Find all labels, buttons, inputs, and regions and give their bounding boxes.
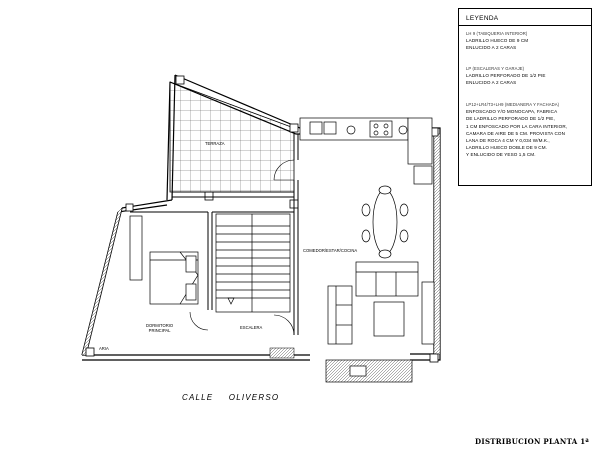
terrace-label [205, 141, 225, 146]
facade-hatch-right [434, 134, 440, 354]
legend-line: ENLUCIDO A 2 CARAS [466, 80, 517, 86]
legend-line: ENFOSCADO Y/O MONOCAPA, FABRICA [466, 109, 558, 115]
legend-group-header: LH 9 (TABIQUERIA INTERIOR) [466, 31, 528, 36]
kitchen-counter [300, 118, 432, 184]
legend-line: LANA DE ROCA 4 CM Y 0,034 W/M.K., [466, 138, 550, 144]
bedroom-label [146, 323, 173, 333]
stair-door-swing [274, 315, 294, 335]
bedroom-label-line2: PRINCIPAL [148, 328, 171, 333]
legend-line: LADRILLO HUECO DOBLE DE 9 CM. [466, 145, 548, 151]
balcony-left [270, 348, 294, 358]
legend-line: 1 CM ENFOSCADO POR LA CARA INTERIOR, [466, 123, 568, 129]
legend-line: LADRILLO HUECO DE 9 CM [466, 38, 529, 44]
bath-label: ARIA [99, 346, 109, 351]
staircase [216, 214, 290, 312]
legend-line: CAMARA DE AIRE DE 5 CM. PROVISTA CON [466, 130, 565, 136]
bedroom-label-line1: DORMITORIO [146, 323, 174, 328]
legend-line: ENLUCIDO A 2 CARAS [466, 45, 517, 51]
legend-group-lh9 [466, 30, 587, 52]
legend-group-header: LP12+LR4/T3+LH9 (MEDIANERA Y FACHADA) [466, 102, 560, 107]
bedroom-door-swing [190, 312, 208, 330]
legend-line: DE LADRILLO PERFORADO DE 1/2 PIE, [466, 116, 555, 122]
legend-line: LADRILLO PERFORADO DE 1/2 PIE [466, 73, 546, 79]
terrace-label-name: TERRAZA [205, 141, 225, 146]
bed [150, 252, 198, 304]
dining-table [362, 186, 408, 258]
living-room-label: COMEDOR/ESTAR/COCINA [303, 248, 358, 253]
legend-line: Y ENLUCIDO DE YESO 1,5 CM. [466, 152, 536, 158]
legend-divider [459, 25, 591, 26]
terrace-floor [170, 82, 294, 192]
living-furniture [326, 262, 434, 382]
legend-group-lp [466, 65, 587, 87]
legend-group-header: LP (ESCALERAS Y GARAJE) [466, 66, 525, 71]
legend-group-facade [466, 101, 587, 159]
stair-label: ESCALERA [240, 325, 263, 330]
facade-hatch-left [82, 208, 122, 355]
legend-title: LEYENDA [466, 15, 499, 22]
legend-box [458, 8, 592, 186]
wardrobe [130, 216, 142, 280]
sheet-title: DISTRIBUCION PLANTA 1ª [475, 437, 590, 446]
street-label: CALLE OLIVERSO [182, 393, 280, 402]
